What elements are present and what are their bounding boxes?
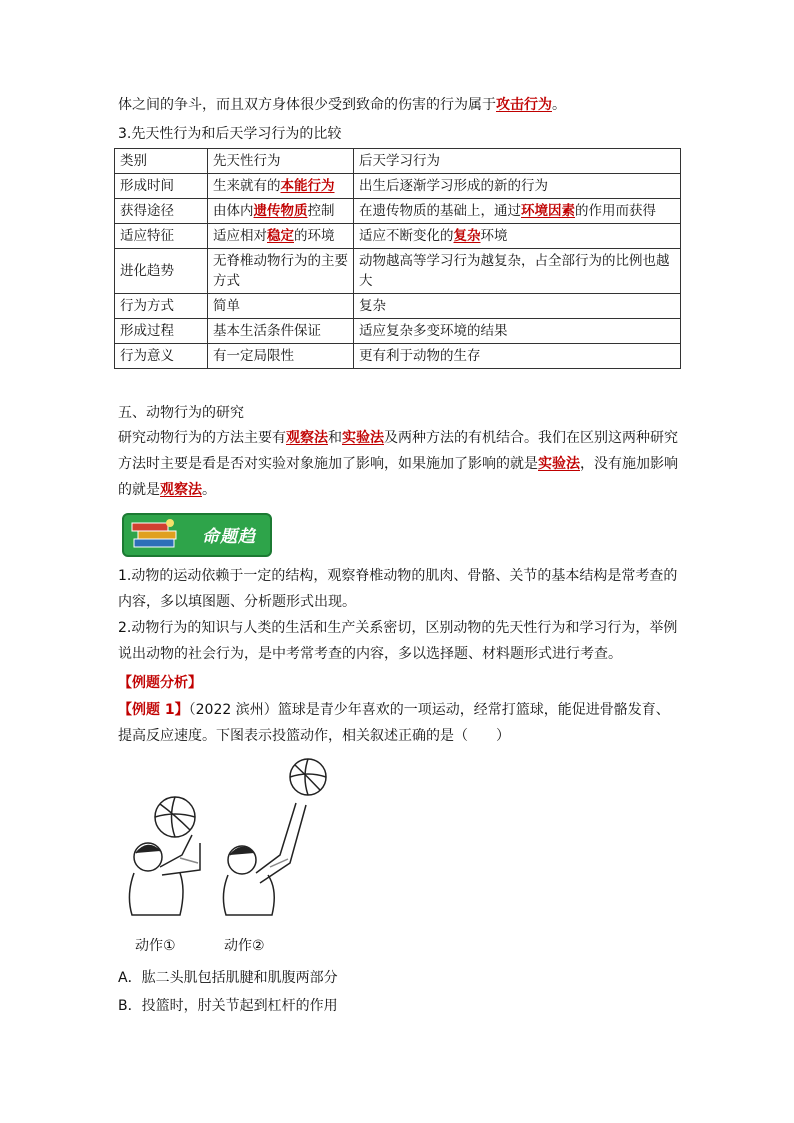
intro-line [118,95,566,115]
header-learned: 后天学习行为 [354,149,681,174]
learned-keyword: 环境因素 [521,203,575,219]
intro-end: 。 [552,97,566,113]
innate-text: 适应相对 [213,228,267,244]
table-row [115,199,681,224]
trend-banner [122,513,272,557]
row-innate [208,199,354,224]
section5-text: ，没有施加影响的就是 [118,456,678,498]
section5-text: 和 [328,430,342,446]
learned-text: 适应不断变化的 [359,228,454,244]
header-innate: 先天性行为 [208,149,354,174]
trend-item-2: 2.动物行为的知识与人类的生活和生产关系密切，区别动物的先天性行为和学习行为，举例说出动物的社会行为，是中考常考查的内容，多以选择题、材料题形式进行考查。 [118,620,678,662]
books-icon [128,515,188,555]
option-b: B．投篮时，肘关节起到杠杆的作用 [118,998,338,1014]
innate-text-post: 控制 [307,203,335,219]
section5-title: 五、动物行为的研究 [118,405,244,421]
row-category: 进化趋势 [115,249,208,294]
keyword-observation: 观察法 [160,482,202,498]
learned-text: 出生后逐渐学习形成的新的行为 [359,178,548,194]
row-innate [208,174,354,199]
row-innate [208,224,354,249]
row-learned: 更有利于动物的生存 [354,344,681,369]
section5-text: 及两种方法的有机结合。我们在区别这两种研究方法时主要是看是否对实验对象施加了影响，如果施加了影响的就是 [118,430,678,472]
keyword-experiment: 实验法 [538,456,580,472]
example-label: 【例题 1】 [118,702,189,718]
table-row [115,174,681,199]
example-question [118,697,678,749]
row-category: 行为方式 [115,294,208,319]
row-innate: 基本生活条件保证 [208,319,354,344]
row-category: 行为意义 [115,344,208,369]
learned-text-post: 的作用而获得 [575,203,656,219]
table-title: 3.先天性行为和后天学习行为的比较 [118,126,342,142]
row-innate: 无脊椎动物行为的主要方式 [208,249,354,294]
banner-label: 命题趋 [202,527,256,547]
innate-text: 由体内 [213,203,254,219]
section5-text: 研究动物行为的方法主要有 [118,430,286,446]
header-category: 类别 [115,149,208,174]
table-row [115,319,681,344]
caption-action-1: 动作① [135,938,176,954]
row-learned: 适应复杂多变环境的结果 [354,319,681,344]
row-innate: 简单 [208,294,354,319]
innate-keyword: 遗传物质 [253,203,308,219]
row-category: 获得途径 [115,199,208,224]
row-learned: 复杂 [354,294,681,319]
learned-keyword: 复杂 [453,228,481,244]
row-category: 形成时间 [115,174,208,199]
comparison-table [114,148,681,369]
option-a: A．肱二头肌包括肌腱和肌腹两部分 [118,970,338,986]
example-text: （2022 滨州）篮球是青少年喜欢的一项运动，经常打篮球，能促进骨骼发育、提高反应速度。下图表示投篮动作，相关叙述正确的是（ ） [118,702,670,744]
innate-keyword: 稳定 [267,228,294,244]
innate-text-post: 的环境 [294,228,335,244]
row-category: 形成过程 [115,319,208,344]
learned-text-post: 环境 [480,228,508,244]
basketball-figure [120,755,360,925]
caption-action-2: 动作② [224,938,265,954]
table-row [115,224,681,249]
learned-text: 在遗传物质的基础上，通过 [359,203,521,219]
table-row [115,294,681,319]
row-learned: 动物越高等学习行为越复杂，占全部行为的比例也越大 [354,249,681,294]
table-row [115,249,681,294]
row-learned [354,174,681,199]
innate-keyword: 本能行为 [280,178,335,194]
table-row [115,344,681,369]
row-learned [354,224,681,249]
row-learned [354,199,681,224]
trend-item-1: 1.动物的运动依赖于一定的结构，观察脊椎动物的肌肉、骨骼、关节的基本结构是常考查的内容，多以填图题、分析题形式出现。 [118,568,678,610]
row-category: 适应特征 [115,224,208,249]
innate-text: 生来就有的 [213,178,281,194]
row-innate: 有一定局限性 [208,344,354,369]
keyword-experiment: 实验法 [342,430,384,446]
section5-text: 。 [202,482,216,498]
keyword-observation: 观察法 [286,430,328,446]
table-header-row [115,149,681,174]
example-heading: 【例题分析】 [118,675,202,691]
intro-text: 体之间的争斗，而且双方身体很少受到致命的伤害的行为属于 [118,97,496,113]
keyword-attack-behavior: 攻击行为 [496,97,552,113]
section5-paragraph [118,425,678,503]
